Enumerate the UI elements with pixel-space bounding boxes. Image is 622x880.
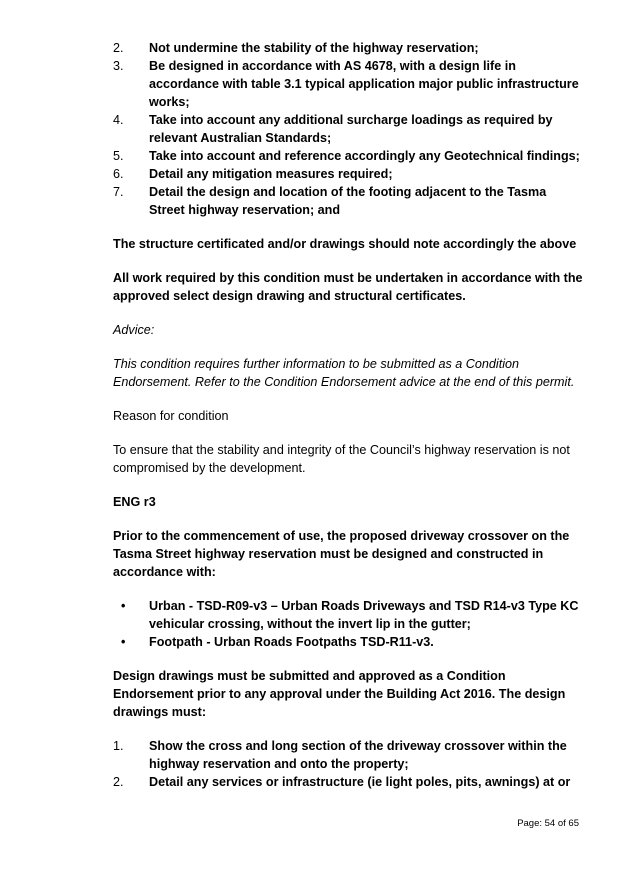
- bullet-icon: •: [121, 635, 126, 649]
- bullet-item: [113, 633, 583, 651]
- list-number: 6.: [113, 167, 124, 181]
- standards-list: [113, 597, 583, 651]
- list-number: 1.: [113, 739, 124, 753]
- design-note: Design drawings must be submitted and approved as a Condition Endorsement prior to any approval under the Building Act 2016. The design drawings must:: [113, 669, 566, 719]
- list-text: Detail the design and location of the footing adjacent to the Tasma Street highway reservation; and: [149, 185, 547, 217]
- structure-note: The structure certificated and/or drawings should note accordingly the above: [113, 237, 577, 251]
- work-note: All work required by this condition must be undertaken in accordance with the approved select design drawing and structural certificates.: [113, 271, 583, 303]
- advice-label: Advice:: [113, 323, 155, 337]
- bullet-item: [113, 597, 583, 633]
- list-number: 3.: [113, 59, 124, 73]
- list-number: 2.: [113, 41, 124, 55]
- list-item: [113, 57, 583, 111]
- list-item: [113, 183, 583, 219]
- reason-label: Reason for condition: [113, 409, 229, 423]
- list-number: 4.: [113, 113, 124, 127]
- requirements-list: [113, 39, 583, 219]
- design-requirements-list: [113, 737, 583, 791]
- advice-text: This condition requires further information to be submitted as a Condition Endorsement. Refer to the Condition Endorsement advice at the end of this permit.: [113, 357, 575, 389]
- list-text: Not undermine the stability of the highway reservation;: [149, 41, 479, 55]
- section-heading: ENG r3: [113, 495, 156, 509]
- reason-text: To ensure that the stability and integrity of the Council’s highway reservation is not compromised by the development.: [113, 443, 570, 475]
- list-item: [113, 147, 583, 165]
- list-text: Show the cross and long section of the driveway crossover within the highway reservation and onto the property;: [149, 739, 567, 771]
- list-item: [113, 39, 583, 57]
- list-number: 5.: [113, 149, 124, 163]
- list-text: Take into account any additional surcharge loadings as required by relevant Australian Standards;: [149, 113, 553, 145]
- bullet-text: Urban - TSD-R09-v3 – Urban Roads Driveways and TSD R14-v3 Type KC vehicular crossing, without the invert lip in the gutter;: [149, 599, 579, 631]
- page-number: Page: 54 of 65: [517, 818, 579, 829]
- list-item: [113, 111, 583, 147]
- page-content: [113, 39, 583, 791]
- list-number: 7.: [113, 185, 124, 199]
- list-text: Be designed in accordance with AS 4678, with a design life in accordance with table 3.1 typical application major public infrastructure works;: [149, 59, 579, 109]
- list-item: [113, 165, 583, 183]
- eng-intro: Prior to the commencement of use, the proposed driveway crossover on the Tasma Street highway reservation must be designed and constructed in accordance with:: [113, 529, 570, 579]
- bullet-icon: •: [121, 599, 126, 613]
- list-item: [113, 737, 583, 773]
- list-text: Detail any mitigation measures required;: [149, 167, 393, 181]
- list-number: 2.: [113, 775, 124, 789]
- list-text: Detail any services or infrastructure (ie light poles, pits, awnings) at or: [149, 775, 571, 789]
- bullet-text: Footpath - Urban Roads Footpaths TSD-R11-v3.: [149, 635, 434, 649]
- list-item: [113, 773, 583, 791]
- list-text: Take into account and reference accordingly any Geotechnical findings;: [149, 149, 580, 163]
